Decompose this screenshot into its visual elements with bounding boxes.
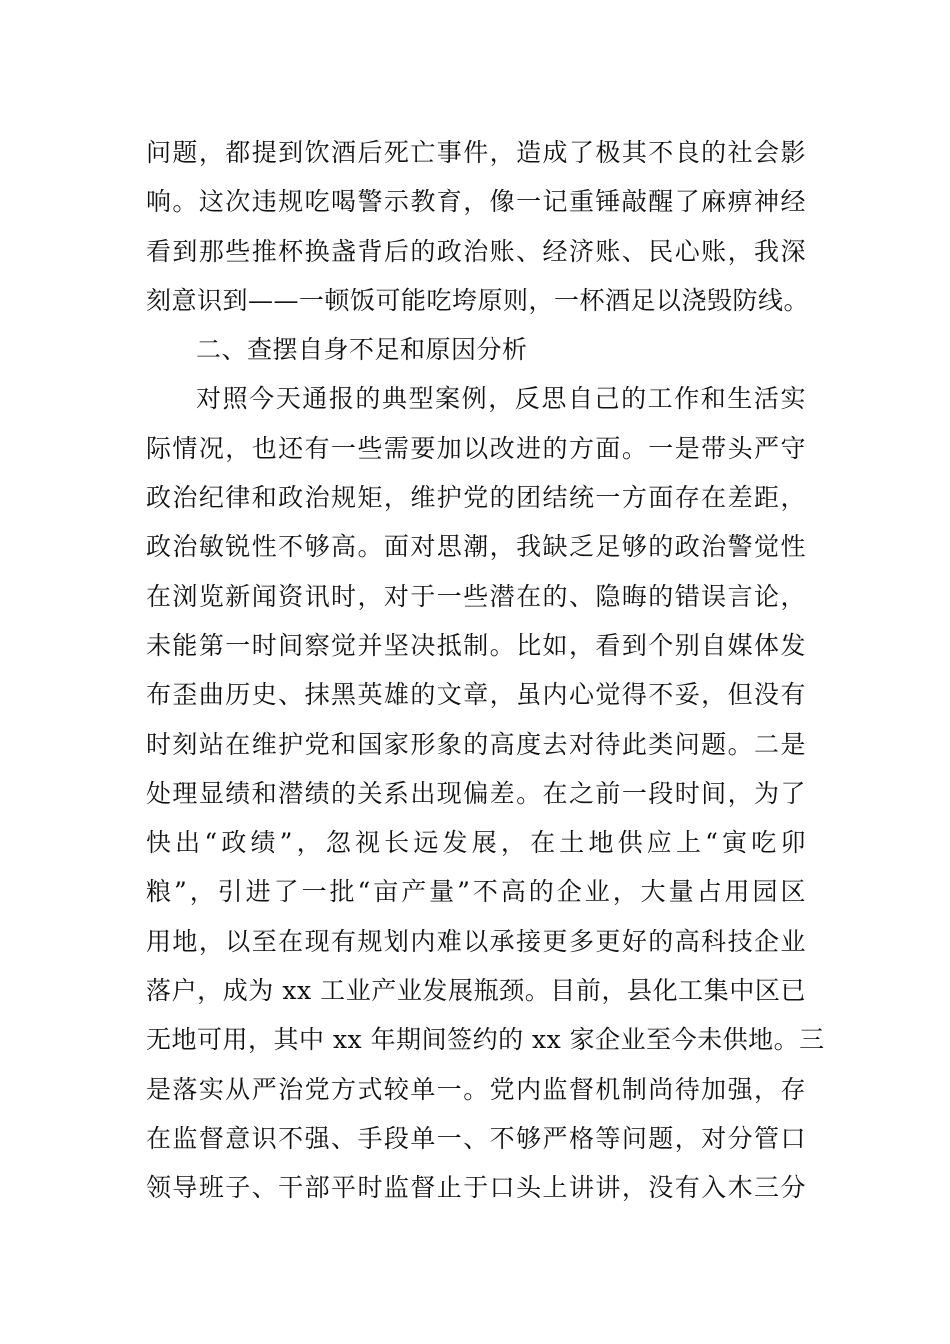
text-line: 政治敏锐性不够高。面对思潮，我缺乏足够的政治警觉性	[146, 532, 806, 562]
text-line: 政治纪律和政治规矩，维护党的团结统一方面存在差距，	[146, 483, 806, 513]
text-line: 刻意识到——一顿饭可能吃垮原则，一杯酒足以浇毁防线。	[146, 285, 810, 315]
text-line: 问题，都提到饮酒后死亡事件，造成了极其不良的社会影	[146, 138, 806, 167]
text-line: 布歪曲历史、抹黑英雄的文章，虽内心觉得不妥，但没有	[146, 680, 806, 710]
section-heading: 二、查摆自身不足和原因分析	[196, 335, 528, 365]
text-line: 落户，成为 xx 工业产业发展瓶颈。目前，县化工集中区已	[146, 976, 806, 1006]
text-line: 响。这次违规吃喝警示教育，像一记重锤敲醒了麻痹神经	[146, 187, 806, 217]
text-line: 在监督意识不强、手段单一、不够严格等问题，对分管口	[146, 1123, 806, 1153]
text-line: 际情况，也还有一些需要加以改进的方面。一是带头严守	[146, 433, 806, 463]
text-line: 处理显绩和潜绩的关系出现偏差。在之前一段时间，为了	[146, 778, 806, 808]
text-line: 时刻站在维护党和国家形象的高度去对待此类问题。二是	[146, 729, 806, 759]
body-text	[146, 128, 825, 1213]
text-line: 领导班子、干部平时监督止于口头上讲讲，没有入木三分	[146, 1173, 806, 1203]
text-line: 在浏览新闻资讯时，对于一些潜在的、隐晦的错误言论，	[146, 581, 806, 611]
text-line: 看到那些推杯换盏背后的政治账、经济账、民心账，我深	[146, 236, 806, 266]
text-line: 是落实从严治党方式较单一。党内监督机制尚待加强，存	[146, 1074, 806, 1104]
text-line: 用地，以至在现有规划内难以承接更多更好的高科技企业	[146, 926, 806, 956]
paragraph-first-line: 对照今天通报的典型案例，反思自己的工作和生活实	[196, 384, 806, 414]
text-line: 粮”，引进了一批“亩产量”不高的企业，大量占用园区	[146, 877, 806, 907]
text-line: 未能第一时间察觉并坚决抵制。比如，看到个别自媒体发	[146, 630, 806, 660]
text-line: 无地可用，其中 xx 年期间签约的 xx 家企业至今未供地。三	[146, 1025, 825, 1055]
text-line: 快出“政绩”，忽视长远发展，在土地供应上“寅吃卯	[146, 828, 806, 858]
